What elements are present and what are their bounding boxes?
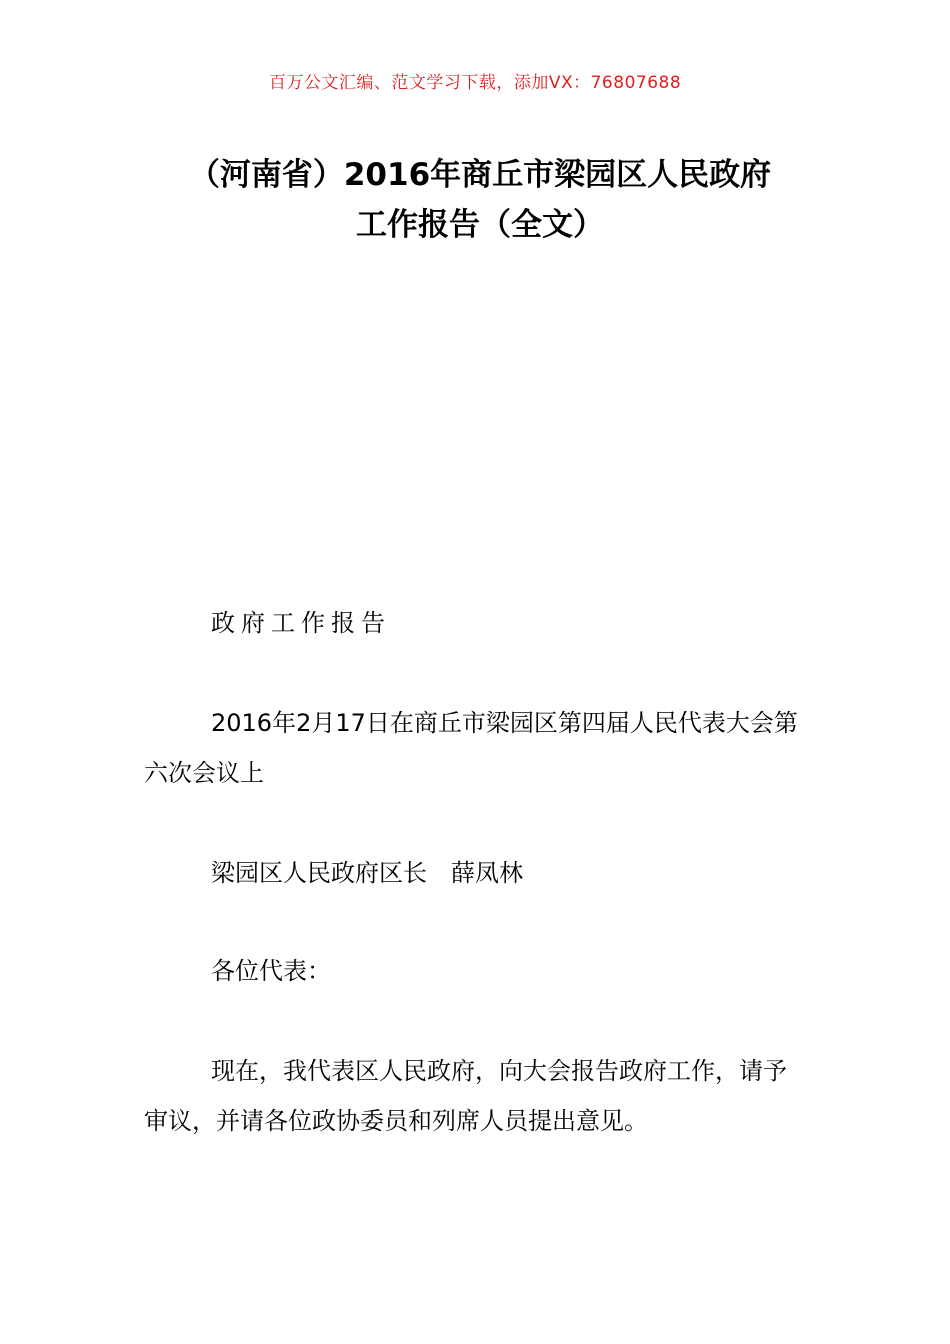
title-line-1: （河南省）2016年商丘市梁园区人民政府 — [188, 157, 772, 193]
salutation: 各位代表： — [211, 957, 331, 985]
meeting-line: 2016年2月17日在商丘市梁园区第四届人民代表大会第六次会议上 — [144, 709, 798, 787]
title-line-2: 工作报告（全文） — [356, 207, 604, 243]
opening-paragraph: 现在，我代表区人民政府，向大会报告政府工作，请予审议，并请各位政协委员和列席人员提出意见。 — [144, 1057, 787, 1135]
report-heading: 政府工作报告 — [211, 609, 391, 637]
speaker-line: 梁园区人民政府区长 薛凤林 — [211, 859, 523, 887]
document-title — [150, 150, 810, 250]
header-note: 百万公文汇编、范文学习下载，添加VX：76807688 — [268, 73, 682, 93]
